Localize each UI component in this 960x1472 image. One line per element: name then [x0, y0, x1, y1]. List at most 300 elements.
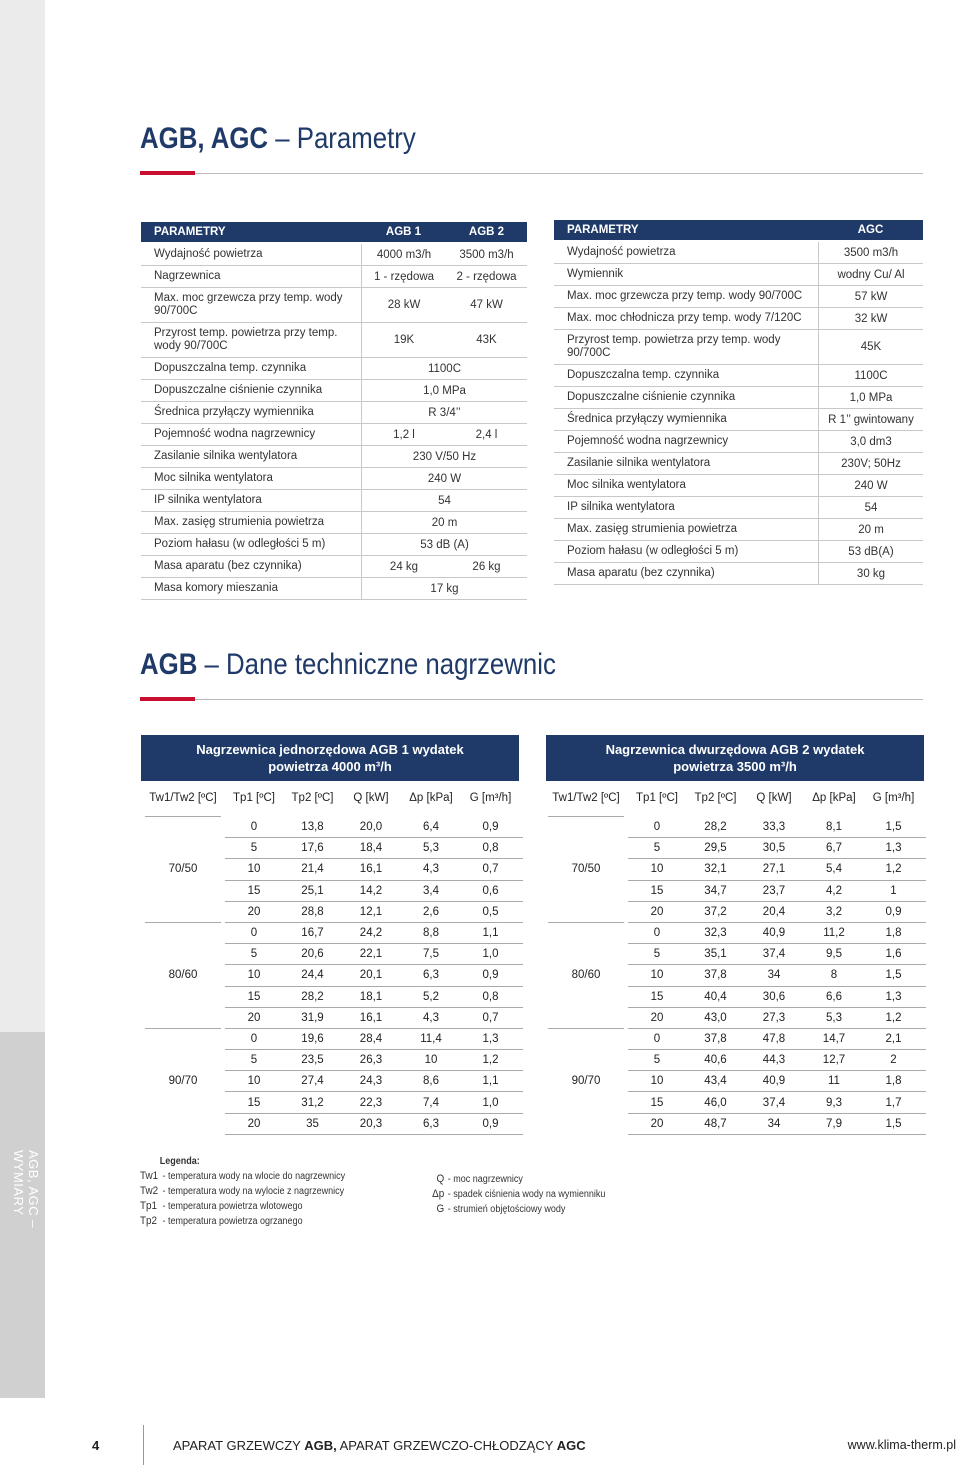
cell: 1,0: [482, 948, 499, 961]
legend-desc: - strumień objętościowy wody: [447, 1204, 566, 1215]
cell: 20,3: [359, 1117, 383, 1130]
cell: 0,9: [482, 969, 499, 982]
legend-right: [428, 1172, 662, 1217]
cell: 21,4: [301, 863, 324, 876]
cell: 5,2: [423, 990, 439, 1003]
cell: 2: [890, 1054, 897, 1067]
legend-desc: - temperatura powietrza wlotowego: [162, 1201, 303, 1212]
cell: 1: [890, 884, 897, 897]
row-label: Wydajność powietrza: [154, 248, 263, 260]
row-label: Zasilanie silnika wentylatora: [154, 450, 298, 462]
cell: 1,3: [482, 1032, 499, 1045]
cell: 20: [247, 1011, 261, 1024]
row-value: 230 V/50 Hz: [361, 446, 527, 467]
table-row: [225, 1071, 523, 1092]
table-row: [141, 424, 527, 446]
cell: 40,6: [704, 1054, 727, 1067]
cell: 15: [650, 1096, 664, 1109]
cell: 4,2: [826, 884, 842, 897]
table-row: [141, 244, 527, 266]
cell: 15: [247, 1096, 261, 1109]
row-label: Masa aparatu (bez czynnika): [567, 567, 715, 579]
cell: 16,1: [359, 1011, 383, 1024]
cell: 20,4: [762, 905, 786, 918]
cell: 9,5: [826, 948, 842, 961]
cell: 44,3: [762, 1054, 786, 1067]
cell: 19,6: [301, 1032, 324, 1045]
cell: 1,2: [885, 1011, 902, 1024]
legend: [140, 1156, 410, 1229]
row-label: Moc silnika wentylatora: [567, 479, 686, 491]
group-divider: [145, 1028, 221, 1029]
legend-title: Legenda:: [159, 1156, 200, 1167]
cell: 43,0: [704, 1011, 727, 1024]
column-header: Tp2 [ºC]: [291, 792, 334, 804]
row-label: Pojemność wodna nagrzewnicy: [567, 435, 729, 447]
table-row: [628, 1114, 926, 1135]
table-row: [225, 1050, 523, 1071]
row-label: Masa aparatu (bez czynnika): [154, 560, 302, 572]
cell: 1,2: [482, 1054, 499, 1067]
row-value: 240 W: [361, 468, 527, 489]
table-row: [141, 490, 527, 512]
cell: 35,1: [704, 948, 727, 961]
tw-group-label: 70/50: [571, 863, 601, 876]
cell: 34: [767, 1117, 781, 1130]
column-header: G [m³/h]: [872, 792, 915, 804]
header-agb2: AGB 2: [468, 226, 505, 238]
cell: 5: [653, 1054, 661, 1067]
cell: 20: [650, 1011, 664, 1024]
cell: 37,2: [704, 905, 727, 918]
cell: 0,9: [482, 821, 499, 834]
table-row: [141, 556, 527, 578]
cell: 48,7: [704, 1117, 727, 1130]
cell: 18,4: [359, 842, 383, 855]
row-label: Max. moc grzewcza przy temp. wody 90/700C: [154, 292, 343, 317]
tw-group-label: 70/50: [168, 863, 198, 876]
cell: 3,4: [423, 884, 439, 897]
table-row: [554, 497, 923, 519]
table-row: [141, 358, 527, 380]
tw-column-top: [145, 816, 221, 817]
table-row: [628, 902, 926, 923]
row-value: 45K: [818, 330, 923, 364]
cell: 18,1: [359, 990, 383, 1003]
table-row: [225, 838, 523, 859]
cell: 0,8: [482, 842, 499, 855]
row-label: Przyrost temp. powietrza przy temp. wody 90/700C: [567, 334, 781, 359]
table-row: [554, 365, 923, 387]
group-divider: [548, 1028, 624, 1029]
cell: 12,1: [359, 905, 383, 918]
table-row: [225, 859, 523, 880]
row-label: Moc silnika wentylatora: [154, 472, 273, 484]
column-header: Q [kW]: [353, 792, 389, 804]
cell: 32,3: [704, 927, 727, 940]
table-row: [554, 308, 923, 330]
title-accent: [140, 171, 195, 175]
cell: 37,4: [762, 1096, 786, 1109]
cell: 2,6: [423, 905, 439, 918]
cell: 4,3: [423, 863, 439, 876]
table-row: [628, 1008, 926, 1029]
cell: 29,5: [704, 842, 727, 855]
cell: 20: [247, 1117, 261, 1130]
row-value-agb1: 1 - rzędowa: [361, 266, 446, 287]
table-row: [225, 1008, 523, 1029]
cell: 5,4: [826, 863, 842, 876]
header-parametry: PARAMETRY: [154, 225, 226, 238]
row-value: 3500 m3/h: [818, 242, 923, 263]
cell: 15: [247, 884, 261, 897]
header-agc: AGC: [857, 224, 884, 236]
legend-key: Q: [436, 1173, 445, 1185]
heater2-title: Nagrzewnica dwurzędowa AGB 2 wydatek powietrza 3500 m³/h: [546, 735, 924, 781]
sidebar-label: AGB, AGC – WYMIARY: [11, 1150, 41, 1228]
row-label: Masa komory mieszania: [154, 582, 278, 594]
table-row: [554, 519, 923, 541]
column-header: Tw1/Tw2 [ºC]: [552, 792, 620, 804]
page-title: AGB, AGC – Parametry: [140, 122, 416, 155]
row-value: 53 dB (A): [361, 534, 527, 555]
cell: 10: [247, 863, 261, 876]
cell: 15: [650, 990, 664, 1003]
cell: 17,6: [301, 842, 324, 855]
table-body: [225, 817, 523, 1135]
row-label: Dopuszczalne ciśnienie czynnika: [154, 384, 323, 396]
cell: 28,4: [359, 1032, 383, 1045]
row-value-agb1: 19K: [361, 323, 446, 357]
table-row: [554, 475, 923, 497]
tw-column-top: [548, 816, 624, 817]
group-divider: [548, 922, 624, 923]
row-label: Max. moc chłodnicza przy temp. wody 7/120C: [567, 312, 802, 324]
cell: 7,4: [423, 1096, 439, 1109]
cell: 27,4: [301, 1075, 324, 1088]
row-value: 240 W: [818, 475, 923, 496]
cell: 30,5: [762, 842, 786, 855]
legend-key: Tw2: [140, 1185, 159, 1197]
table-header: [554, 220, 923, 242]
cell: 1,2: [885, 863, 902, 876]
cell: 7,9: [826, 1117, 842, 1130]
cell: 34,7: [704, 884, 727, 897]
row-label: Wymiennik: [567, 268, 624, 280]
cell: 16,7: [301, 927, 324, 940]
table-row: [628, 987, 926, 1008]
group-divider: [145, 922, 221, 923]
column-header: Q [kW]: [756, 792, 792, 804]
row-value: 230V; 50Hz: [818, 453, 923, 474]
agb-parameters-table: [141, 222, 527, 600]
table-row: [554, 264, 923, 286]
table-row: [628, 1050, 926, 1071]
tw-group-label: 90/70: [168, 1075, 198, 1088]
row-value: R 1’’ gwintowany: [818, 409, 923, 430]
cell: 25,1: [301, 884, 324, 897]
table-row: [628, 965, 926, 986]
cell: 5,3: [826, 1011, 842, 1024]
cell: 8,1: [826, 821, 842, 834]
table-row: [141, 578, 527, 600]
heater1-title: Nagrzewnica jednorzędowa AGB 1 wydatek powietrza 4000 m³/h: [141, 735, 519, 781]
cell: 31,9: [301, 1011, 324, 1024]
legend-key: Tw1: [140, 1170, 159, 1182]
section-title: AGB – Dane techniczne nagrzewnic: [140, 648, 556, 681]
cell: 10: [650, 969, 664, 982]
header-parametry: PARAMETRY: [567, 223, 639, 236]
table-row: [628, 1092, 926, 1113]
row-value-agb1: 24 kg: [361, 556, 446, 577]
cell: 1,3: [885, 990, 902, 1003]
row-value: 30 kg: [818, 563, 923, 584]
cell: 23,5: [301, 1054, 324, 1067]
legend-desc: - temperatura wody na wylocie z nagrzewnicy: [162, 1186, 345, 1197]
cell: 15: [247, 990, 261, 1003]
table-row: [554, 541, 923, 563]
cell: 5: [250, 842, 258, 855]
cell: 0,8: [482, 990, 499, 1003]
legend-item: [428, 1172, 662, 1187]
cell: 1,5: [885, 969, 902, 982]
cell: 5: [653, 948, 661, 961]
cell: 0,7: [482, 1011, 499, 1024]
cell: 33,3: [762, 821, 786, 834]
cell: 10: [247, 969, 261, 982]
cell: 28,2: [301, 990, 324, 1003]
cell: 34: [767, 969, 781, 982]
row-label: Pojemność wodna nagrzewnicy: [154, 428, 316, 440]
cell: 5: [250, 948, 258, 961]
table-row: [141, 446, 527, 468]
legend-item: [140, 1199, 410, 1214]
row-label: Średnica przyłączy wymiennika: [567, 413, 727, 425]
table-row: [628, 1071, 926, 1092]
cell: 20,6: [301, 948, 324, 961]
row-label: Poziom hałasu (w odległości 5 m): [154, 538, 326, 550]
row-label: Przyrost temp. powietrza przy temp. wody 90/700C: [154, 327, 338, 352]
cell: 43,4: [704, 1075, 727, 1088]
column-header: Tp2 [ºC]: [694, 792, 737, 804]
column-headers: [141, 792, 519, 804]
row-label: Dopuszczalne ciśnienie czynnika: [567, 391, 736, 403]
cell: 13,8: [301, 821, 324, 834]
legend-key: Δp: [432, 1188, 445, 1200]
cell: 0,5: [482, 905, 499, 918]
cell: 14,2: [359, 884, 383, 897]
cell: 1,8: [885, 1075, 902, 1088]
cell: 5: [653, 842, 661, 855]
table-row: [225, 923, 523, 944]
legend-key: Tp1: [140, 1200, 158, 1212]
row-value: 57 kW: [818, 286, 923, 307]
cell: 30,6: [762, 990, 786, 1003]
cell: 40,9: [762, 1075, 786, 1088]
cell: 1,7: [885, 1096, 902, 1109]
row-value: 1100C: [361, 358, 527, 379]
row-value-agb2: 2 - rzędowa: [456, 270, 517, 283]
cell: 28,8: [301, 905, 324, 918]
table-row: [225, 1092, 523, 1113]
cell: 46,0: [704, 1096, 727, 1109]
row-value: 3,0 dm3: [818, 431, 923, 452]
cell: 22,1: [359, 948, 383, 961]
footer-divider: [143, 1425, 144, 1465]
cell: 20: [650, 1117, 664, 1130]
table-row: [628, 859, 926, 880]
title-rule: [195, 173, 923, 174]
row-label: Max. zasięg strumienia powietrza: [154, 516, 325, 528]
cell: 7,5: [423, 948, 439, 961]
table-row: [225, 817, 523, 838]
cell: 40,9: [762, 927, 786, 940]
table-row: [225, 902, 523, 923]
cell: 0: [250, 821, 258, 834]
table-row: [554, 330, 923, 365]
cell: 1,6: [885, 948, 902, 961]
cell: 11,4: [420, 1032, 442, 1045]
column-header: Δp [kPa]: [409, 792, 453, 804]
table-row: [554, 387, 923, 409]
row-label: Max. moc grzewcza przy temp. wody 90/700C: [567, 290, 803, 302]
cell: 0: [653, 821, 661, 834]
column-header: Tp1 [ºC]: [233, 792, 275, 804]
table-row: [554, 409, 923, 431]
cell: 0,7: [482, 863, 499, 876]
column-header: G [m³/h]: [469, 792, 512, 804]
cell: 5: [250, 1054, 258, 1067]
table-row: [141, 380, 527, 402]
row-value: 54: [361, 490, 527, 511]
cell: 0: [250, 1032, 258, 1045]
page-number: 4: [92, 1438, 100, 1453]
row-label: Max. zasięg strumienia powietrza: [567, 523, 738, 535]
cell: 22,3: [359, 1096, 383, 1109]
cell: 35: [306, 1117, 319, 1130]
cell: 27,3: [762, 1011, 786, 1024]
footer-url[interactable]: www.klima-therm.pl: [847, 1438, 956, 1452]
row-label: IP silnika wentylatora: [154, 494, 262, 506]
table-row: [141, 288, 527, 323]
row-value-agb1: 4000 m3/h: [361, 244, 446, 265]
table-row: [225, 987, 523, 1008]
row-label: Wydajność powietrza: [567, 246, 676, 258]
cell: 37,4: [762, 948, 786, 961]
cell: 8,6: [423, 1075, 439, 1088]
cell: 26,3: [359, 1054, 383, 1067]
cell: 1,3: [885, 842, 902, 855]
table-row: [225, 965, 523, 986]
cell: 0,6: [482, 884, 499, 897]
row-value: 17 kg: [361, 578, 527, 599]
cell: 11: [828, 1075, 840, 1088]
cell: 16,1: [359, 863, 383, 876]
row-value-agb1: 28 kW: [361, 288, 446, 322]
cell: 10: [650, 863, 664, 876]
table-row: [554, 563, 923, 585]
table-header: [141, 222, 527, 244]
row-value: wodny Cu/ Al: [818, 264, 923, 285]
row-value: R 3/4’’: [361, 402, 527, 423]
tw-group-label: 90/70: [571, 1075, 601, 1088]
cell: 32,1: [704, 863, 727, 876]
legend-key: Tp2: [140, 1215, 158, 1227]
cell: 1,5: [885, 821, 902, 834]
cell: 20,1: [359, 969, 383, 982]
tw-group-label: 80/60: [571, 969, 601, 982]
section-accent: [140, 697, 195, 701]
row-value-agb2: 3500 m3/h: [459, 248, 514, 261]
cell: 1,1: [482, 1075, 499, 1088]
legend-item: [140, 1214, 410, 1229]
cell: 11,2: [823, 927, 845, 940]
cell: 40,4: [704, 990, 727, 1003]
cell: 6,3: [423, 1117, 439, 1130]
tw-group-label: 80/60: [168, 969, 198, 982]
cell: 6,4: [423, 821, 439, 834]
cell: 31,2: [301, 1096, 324, 1109]
cell: 14,7: [822, 1032, 846, 1045]
footer-title: APARAT GRZEWCZY AGB, APARAT GRZEWCZO-CHŁODZĄCY AGC: [173, 1438, 586, 1453]
legend-item: [428, 1202, 662, 1217]
row-value: 1,0 MPa: [818, 387, 923, 408]
column-headers: [544, 792, 922, 804]
cell: 8: [830, 969, 838, 982]
legend-desc: - spadek ciśnienia wody na wymienniku: [447, 1189, 606, 1200]
table-row: [554, 286, 923, 308]
table-row: [554, 431, 923, 453]
table-row: [141, 266, 527, 288]
row-label: Dopuszczalna temp. czynnika: [567, 369, 720, 381]
legend-key: G: [436, 1203, 445, 1215]
row-value: 54: [818, 497, 923, 518]
table-row: [141, 468, 527, 490]
cell: 5,3: [423, 842, 439, 855]
cell: 0,9: [885, 905, 902, 918]
row-label: Poziom hałasu (w odległości 5 m): [567, 545, 739, 557]
row-value: 1,0 MPa: [361, 380, 527, 401]
cell: 23,7: [762, 884, 786, 897]
table-row: [628, 881, 926, 902]
cell: 37,8: [704, 1032, 727, 1045]
cell: 0: [653, 1032, 661, 1045]
row-label: IP silnika wentylatora: [567, 501, 675, 513]
cell: 1,1: [482, 927, 499, 940]
table-row: [225, 944, 523, 965]
row-value-agb2: 26 kg: [472, 560, 501, 573]
legend-desc: - temperatura powietrza ogrzanego: [162, 1216, 303, 1227]
cell: 0: [653, 927, 661, 940]
cell: 12,7: [822, 1054, 846, 1067]
legend-item: [140, 1169, 410, 1184]
row-value: 32 kW: [818, 308, 923, 329]
cell: 1,5: [885, 1117, 902, 1130]
cell: 20: [247, 905, 261, 918]
row-value-agb1: 1,2 l: [361, 424, 446, 445]
cell: 9,3: [826, 1096, 842, 1109]
cell: 6,3: [423, 969, 439, 982]
column-header: Tw1/Tw2 [ºC]: [149, 792, 217, 804]
table-row: [554, 242, 923, 264]
legend-item: [428, 1187, 662, 1202]
cell: 27,1: [762, 863, 786, 876]
table-body: [628, 817, 926, 1135]
section-rule: [195, 699, 923, 700]
legend-desc: - temperatura wody na wlocie do nagrzewnicy: [162, 1171, 346, 1182]
column-header: Tp1 [ºC]: [636, 792, 678, 804]
cell: 20: [650, 905, 664, 918]
